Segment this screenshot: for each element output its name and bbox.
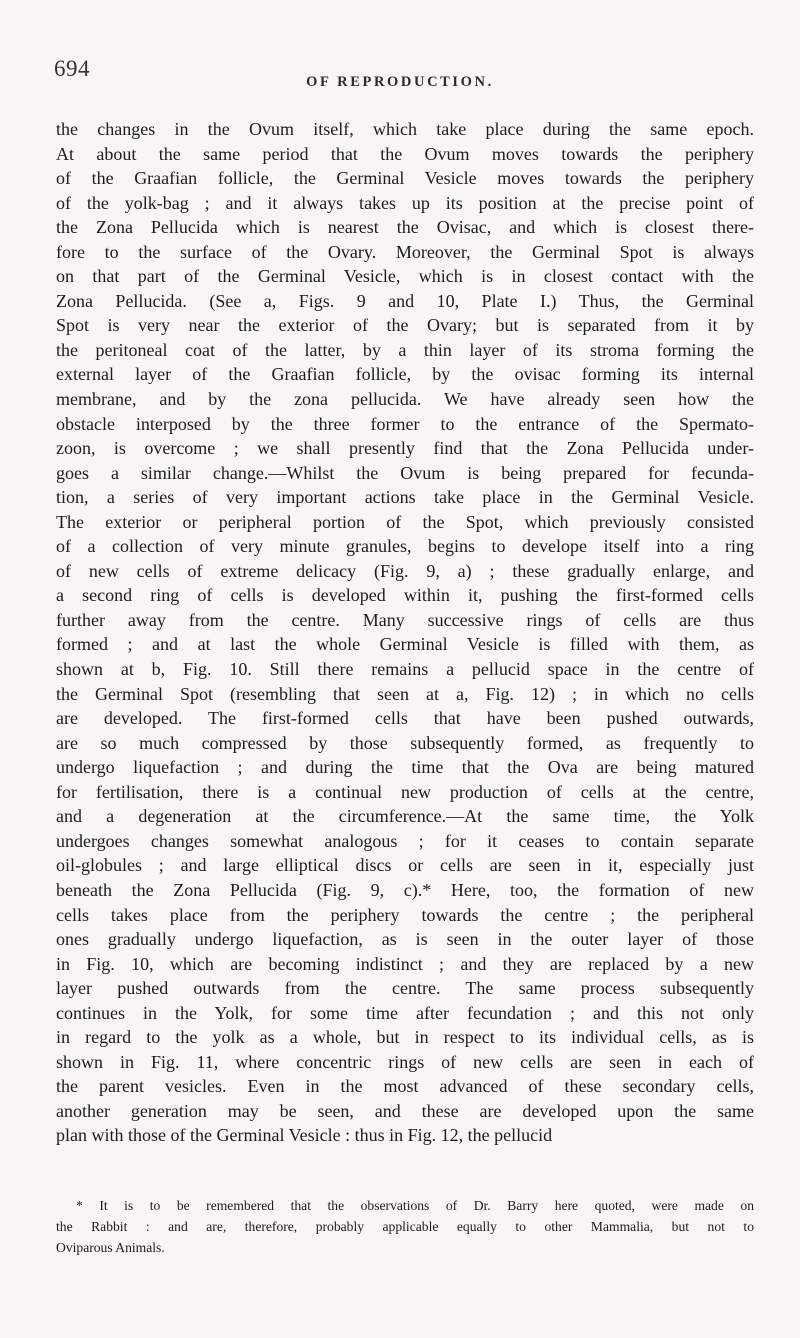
- text-line: undergo liquefaction ; and during the time that the Ova are being matured: [56, 757, 754, 778]
- text-line: undergoes changes somewhat analogous ; for it ceases to contain separate: [56, 830, 754, 851]
- text-line: oil-globules ; and large elliptical discs or cells are seen in it, especially just: [56, 855, 754, 876]
- text-line: layer pushed outwards from the centre. The same process subsequently: [56, 978, 754, 999]
- text-line: goes a similar change.—Whilst the Ovum is being prepared for fecunda-: [56, 462, 754, 483]
- text-line: on that part of the Germinal Vesicle, which is in closest contact with the: [56, 266, 754, 287]
- text-line: external layer of the Graafian follicle, by the ovisac forming its internal: [56, 364, 754, 385]
- text-line: The exterior or peripheral portion of the Spot, which previously consisted: [56, 511, 754, 532]
- text-line: shown in Fig. 11, where concentric rings of new cells are seen in each of: [56, 1051, 754, 1072]
- text-line: of the yolk-bag ; and it always takes up its position at the precise point of: [56, 192, 754, 213]
- text-line: At about the same period that the Ovum moves towards the periphery: [56, 143, 754, 164]
- text-line: formed ; and at last the whole Germinal Vesicle is filled with them, as: [56, 634, 754, 655]
- text-line: membrane, and by the zona pellucida. We have already seen how the: [56, 389, 754, 410]
- text-line: continues in the Yolk, for some time after fecundation ; and this not only: [56, 1002, 754, 1023]
- text-line: the Zona Pellucida which is nearest the Ovisac, and which is closest there-: [56, 217, 754, 238]
- text-line: Spot is very near the exterior of the Ovary; but is separated from it by: [56, 315, 754, 336]
- footnote-line: Oviparous Animals.: [56, 1240, 165, 1255]
- footnote-line: the Rabbit : and are, therefore, probably applicable equally to other Mammalia, but not to: [56, 1219, 754, 1234]
- text-line: tion, a series of very important actions take place in the Germinal Vesicle.: [56, 487, 754, 508]
- text-line: and a degeneration at the circumference.—At the same time, the Yolk: [56, 806, 754, 827]
- text-line: another generation may be seen, and these are developed upon the same: [56, 1100, 754, 1121]
- text-line: in regard to the yolk as a whole, but in respect to its individual cells, as is: [56, 1027, 754, 1048]
- text-line: in Fig. 10, which are becoming indistinct ; and they are replaced by a new: [56, 953, 754, 974]
- footnote-line: * It is to be remembered that the observations of Dr. Barry here quoted, were made on: [76, 1198, 754, 1213]
- text-line: of the Graafian follicle, the Germinal Vesicle moves towards the periphery: [56, 168, 754, 189]
- body-text: [56, 117, 754, 1148]
- text-line: shown at b, Fig. 10. Still there remains a pellucid space in the centre of: [56, 659, 754, 680]
- text-line: are developed. The first-formed cells that have been pushed outwards,: [56, 708, 754, 729]
- text-line: ones gradually undergo liquefaction, as is seen in the outer layer of those: [56, 929, 754, 950]
- text-line: are so much compressed by those subsequently formed, as frequently to: [56, 732, 754, 753]
- text-line: Zona Pellucida. (See a, Figs. 9 and 10, Plate I.) Thus, the Germinal: [56, 290, 754, 311]
- text-line: cells takes place from the periphery towards the centre ; the peripheral: [56, 904, 754, 925]
- text-line: fore to the surface of the Ovary. Moreover, the Germinal Spot is always: [56, 241, 754, 262]
- running-title: OF REPRODUCTION.: [306, 74, 494, 90]
- text-line: further away from the centre. Many successive rings of cells are thus: [56, 609, 754, 630]
- page-number: 694: [54, 56, 90, 81]
- footnote: [56, 1195, 754, 1258]
- text-line: the Germinal Spot (resembling that seen at a, Fig. 12) ; in which no cells: [56, 683, 754, 704]
- text-line: for fertilisation, there is a continual new production of cells at the centre,: [56, 781, 754, 802]
- text-line: a second ring of cells is developed within it, pushing the first-formed cells: [56, 585, 754, 606]
- text-line: the changes in the Ovum itself, which take place during the same epoch.: [56, 119, 754, 139]
- text-line: the peritoneal coat of the latter, by a thin layer of its stroma forming the: [56, 339, 754, 360]
- text-line: of a collection of very minute granules, begins to develope itself into a ring: [56, 536, 754, 557]
- text-line: of new cells of extreme delicacy (Fig. 9, a) ; these gradually enlarge, and: [56, 560, 754, 581]
- text-line: obstacle interposed by the three former to the entrance of the Spermato-: [56, 413, 754, 434]
- text-line: zoon, is overcome ; we shall presently find that the Zona Pellucida under-: [56, 438, 754, 459]
- text-line: the parent vesicles. Even in the most advanced of these secondary cells,: [56, 1076, 754, 1097]
- text-line: beneath the Zona Pellucida (Fig. 9, c).* Here, too, the formation of new: [56, 879, 754, 900]
- text-line: plan with those of the Germinal Vesicle : thus in Fig. 12, the pellucid: [56, 1125, 553, 1146]
